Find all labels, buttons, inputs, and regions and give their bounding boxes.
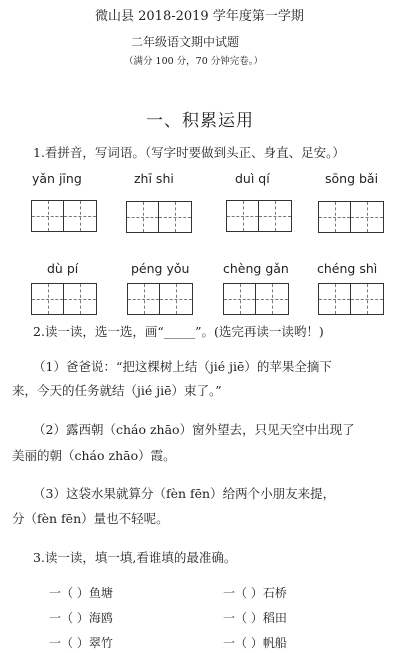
fill-in-item[interactable]: 一（ ）帆船 <box>223 636 287 650</box>
fill-in-item[interactable]: 一（ ）稻田 <box>223 611 287 625</box>
fill-in-item[interactable]: 一（ ）翠竹 <box>49 636 113 650</box>
writing-grid[interactable] <box>318 201 384 233</box>
pinyin-label: zhī shi <box>134 171 174 186</box>
exam-header-title: 微山县 2018-2019 学年度第一学期 <box>95 9 304 24</box>
pinyin-label: duì qí <box>235 171 270 186</box>
question-3-text: 3.读一读，填一填,看谁填的最准确。 <box>33 550 237 565</box>
writing-grid[interactable] <box>226 200 292 232</box>
paragraph-2-line2: 美丽的朝（cháo zhāo）霞。 <box>12 448 176 463</box>
question-1-text: 1.看拼音，写词语。（写字时要做到头正、身直、足安。） <box>33 145 345 160</box>
writing-grid[interactable] <box>318 283 384 315</box>
writing-grid[interactable] <box>126 201 192 233</box>
pinyin-label: chéng shì <box>317 261 378 276</box>
pinyin-label: péng yǒu <box>131 261 190 276</box>
paragraph-1-line1: （1）爸爸说：“把这棵树上结（jié jiē）的苹果全摘下 <box>33 359 332 374</box>
paragraph-3-line1: （3）这袋水果就算分（fèn fēn）给两个小朋友来提， <box>33 486 336 501</box>
writing-grid[interactable] <box>223 283 289 315</box>
writing-grid[interactable] <box>31 200 97 232</box>
paragraph-2-line1: （2）露西朝（cháo zhāo）窗外望去，只见天空中出现了 <box>33 422 355 437</box>
fill-in-item[interactable]: 一（ ）鱼塘 <box>49 586 113 600</box>
fill-in-item[interactable]: 一（ ）海鸥 <box>49 611 113 625</box>
writing-grid[interactable] <box>127 283 193 315</box>
exam-score-note: （满分 100 分，70 分钟完卷。） <box>124 56 264 67</box>
pinyin-label: yǎn jīng <box>32 171 82 186</box>
exam-subtitle: 二年级语文期中试题 <box>131 35 240 49</box>
fill-in-item[interactable]: 一（ ）石桥 <box>223 586 287 600</box>
paragraph-1-line2: 来，今天的任务就结（jié jiē）束了。” <box>12 383 222 398</box>
paragraph-3-line2: 分（fèn fēn）量也不轻呢。 <box>12 511 169 526</box>
section-title: 一、积累运用 <box>146 111 254 131</box>
pinyin-label: dù pí <box>47 261 79 276</box>
question-2-text: 2.读一读，选一选，画“_____”。(选完再读一读哟！) <box>33 324 324 339</box>
pinyin-label: sōng bǎi <box>325 171 379 186</box>
writing-grid[interactable] <box>31 283 97 315</box>
pinyin-label: chèng gǎn <box>223 261 289 276</box>
